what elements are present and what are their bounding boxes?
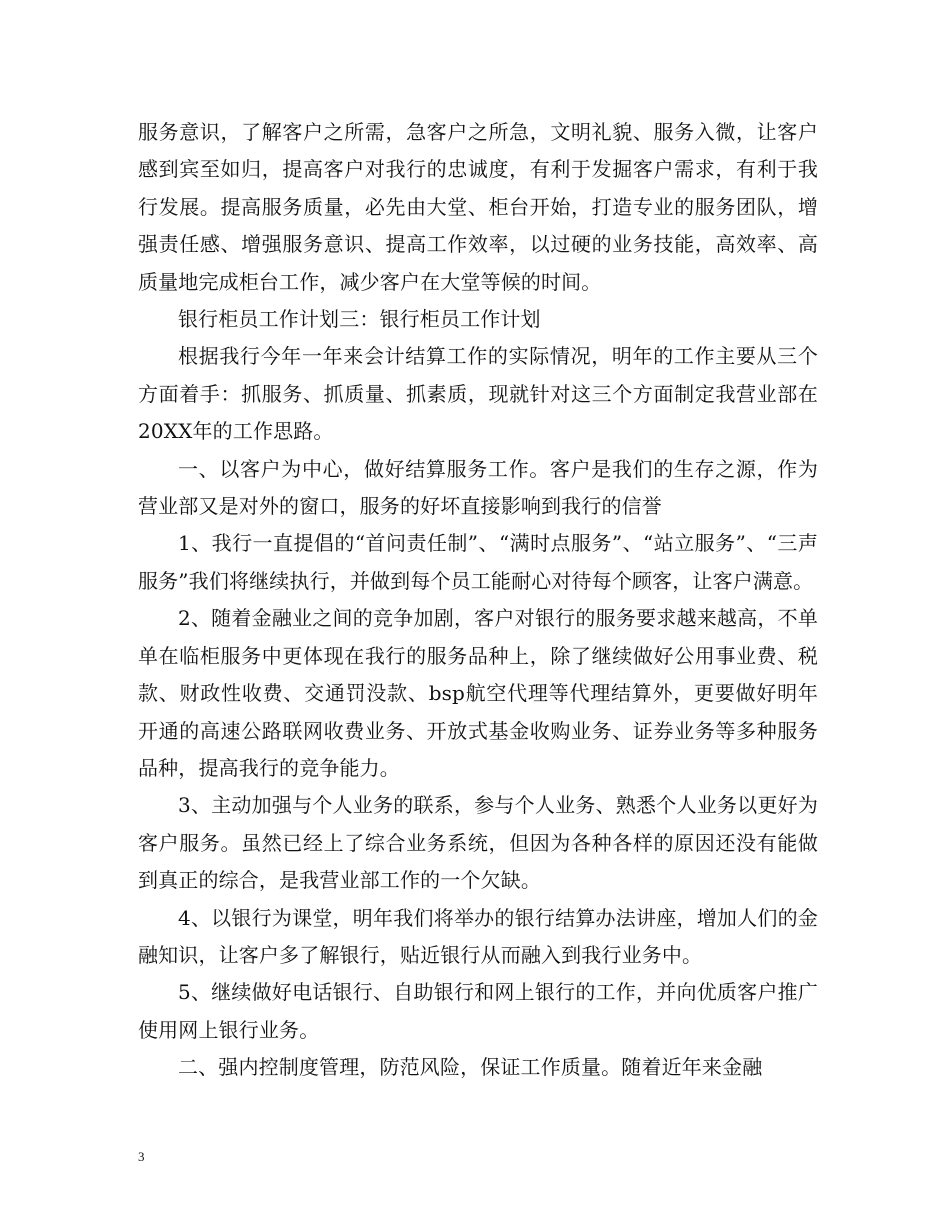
paragraph-item-2: 2、随着金融业之间的竞争加剧，客户对银行的服务要求越来越高，不单单在临柜服务中更体现在我行的服务品种上，除了继续做好公用事业费、税款、财政性收费、交通罚没款、bsp航空代理等代理结算外，更要做好明年开通的高速公路联网收费业务、开放式基金收购业务、证券业务等多种服务品种，提高我行的竞争能力。 — [138, 606, 818, 780]
paragraph-item-4: 4、以银行为课堂，明年我们将举办的银行结算办法讲座，增加人们的金融知识，让客户多了解银行，贴近银行从而融入到我行业务中。 — [138, 905, 818, 967]
paragraph-item-3: 3、主动加强与个人业务的联系，参与个人业务、熟悉个人业务以更好为客户服务。虽然已经上了综合业务系统，但因为各种各样的原因还没有能做到真正的综合，是我营业部工作的一个欠缺。 — [138, 793, 818, 893]
paragraph-section-two: 二、强内控制度管理，防范风险，保证工作质量。随着近年来金融 — [178, 1055, 763, 1080]
paragraph-item-5: 5、继续做好电话银行、自助银行和网上银行的工作，并向优质客户推广使用网上银行业务。 — [138, 980, 818, 1042]
paragraph-section-one: 一、以客户为中心，做好结算服务工作。客户是我们的生存之源，作为营业部又是对外的窗口，服务的好坏直接影响到我行的信誉 — [138, 456, 818, 519]
section-heading-plan-three: 银行柜员工作计划三：银行柜员工作计划 — [178, 307, 541, 332]
paragraph-item-1: 1、我行一直提倡的“首问责任制”、“满时点服务”、“站立服务”、“三声服务”我们将继续执行，并做到每个员工能耐心对待每个顾客，让客户满意。 — [138, 531, 818, 593]
paragraph-1: 服务意识，了解客户之所需，急客户之所急，文明礼貌、服务入微，让客户感到宾至如归，提高客户对我行的忠诚度，有利于发掘客户需求，有利于我行发展。提高服务质量，必先由大堂、柜台开始，打造专业的服务团队，增强责任感、增强服务意识、提高工作效率，以过硬的业务技能，高效率、高质量地完成柜台工作，减少客户在大堂等候的时间。 — [138, 120, 818, 294]
paragraph-intro: 根据我行今年一年来会计结算工作的实际情况，明年的工作主要从三个方面着手：抓服务、抓质量、抓素质，现就针对这三个方面制定我营业部在20XX年的工作思路。 — [138, 344, 818, 444]
page-number: 3 — [138, 1149, 145, 1164]
document-body — [138, 114, 818, 1087]
